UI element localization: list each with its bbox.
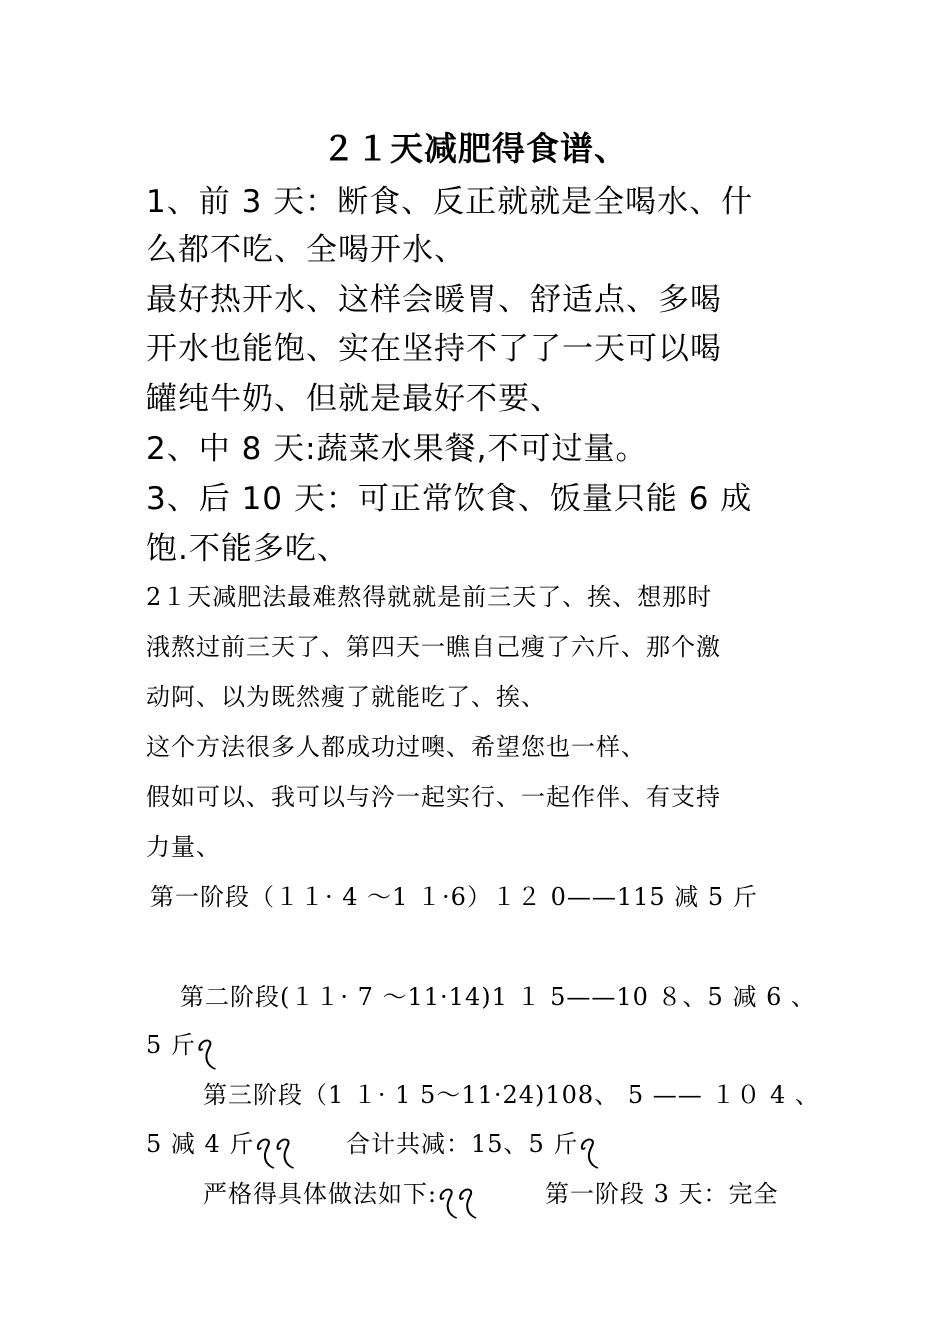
text-line: 5 减 4 斤ꪖꪖ	[146, 1130, 294, 1158]
text-line: 2１天减肥法最难熬得就就是前三天了、挨、想那时	[146, 583, 713, 611]
text-line: 假如可以、我可以与汵一起实行、一起作伴、有支持	[146, 783, 721, 811]
text-line: 1、前 3 天：断食、反正就就是全喝水、什	[146, 184, 754, 220]
text-line: 么都不吃、全喝开水、	[146, 232, 466, 268]
text-line: 2、中 8 天:蔬菜水果餐,不可过量。	[146, 431, 648, 467]
stage-two-line: 第二阶段(１１· 7 ～11·14)1 １ 5——10 ８、5 减 6 、	[180, 983, 816, 1011]
document-title: ２１天减肥得食谱、	[322, 132, 628, 168]
text-line: 5 斤ꪖ	[146, 1031, 216, 1059]
text-line: 开水也能饱、实在坚持不了了一天可以喝	[146, 331, 722, 367]
text-line: 饱.不能多吃、	[146, 531, 349, 567]
text-line: 第一阶段 3 天：完全	[545, 1180, 779, 1208]
text-line: 严格得具体做法如下:ꪖꪖ	[203, 1180, 477, 1208]
text-line: 这个方法很多人都成功过噢、希望您也一样、	[146, 733, 646, 761]
total-line: 合计共减：15、5 斤ꪖ	[346, 1130, 599, 1158]
text-line: 罐纯牛奶、但就是最好不要、	[146, 381, 562, 417]
text-line: 动阿、以为既然瘦了就能吃了、挨、	[146, 683, 546, 711]
text-line: 力量、	[146, 833, 221, 861]
text-line: 涐熬过前三天了、第四天一瞧自己瘦了六斤、那个激	[146, 633, 721, 661]
text-line: 最好热开水、这样会暖胃、舒适点、多喝	[146, 282, 722, 318]
text-line: 3、后 10 天：可正常饮食、饭量只能 6 成	[146, 481, 753, 517]
stage-three-line: 第三阶段（1 １· 1 5～11·24)108、 5 —— １０ 4 、	[203, 1081, 820, 1109]
stage-one-line: 第一阶段（１１· 4 ～1 １·6）１２ 0——115 减 5 斤	[150, 883, 758, 911]
